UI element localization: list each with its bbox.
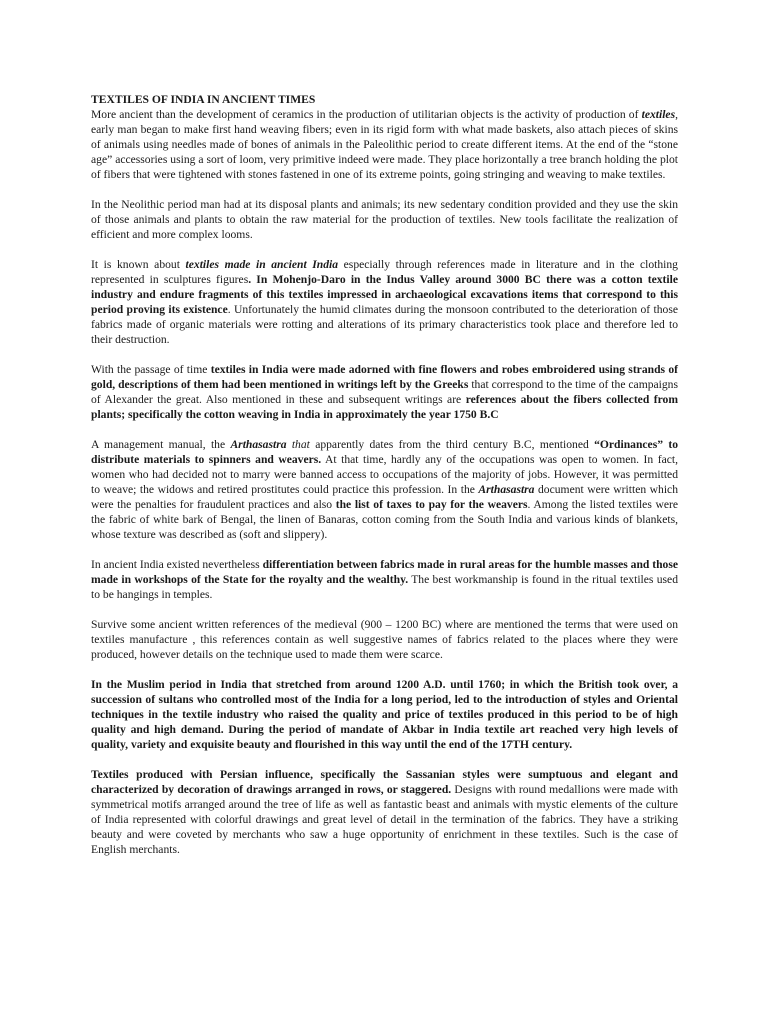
paragraph bbox=[91, 362, 678, 422]
text-run: In ancient India existed nevertheless bbox=[91, 558, 263, 571]
text-run: “Ordinances” to distribute materials to spinners and weavers. bbox=[91, 438, 678, 466]
text-run: apparently dates from the third century B.C, mentioned bbox=[309, 438, 595, 451]
text-run: , early man began to make first hand weaving fibers; even in its rigid form with what made baskets, also attach pieces of skins of animals using needles made of bones of animals in the Paleolithic period to create different items. At the end of the “stone age” accessories using a sort of loom, very primitive indeed were made. They place horizontally a tree branch holding the plot of fibers that were tightened with stones fastened in one of its extreme points, going stringing and weaving to make textiles. bbox=[91, 108, 678, 181]
text-run: that bbox=[286, 438, 310, 451]
text-run: Survive some ancient written references of the medieval (900 – 1200 BC) where are mentioned the terms that were used on textiles manufacture , this references contain as well suggestive names of fabrics related to the places where they were produced, however details on the technique used to made them were scarce. bbox=[91, 618, 678, 661]
text-run: Arthasastra bbox=[478, 483, 535, 496]
text-run: the list of taxes to pay for the weavers bbox=[335, 498, 528, 511]
text-run: Textiles produced with Persian influence, specifically the Sassanian styles were sumptuous and elegant and characterized by decoration of drawings arranged in rows, or staggered. bbox=[91, 768, 678, 796]
paragraph bbox=[91, 437, 678, 542]
text-run: It is known about bbox=[91, 258, 186, 271]
text-run: More ancient than the development of ceramics in the production of utilitarian objects is the activity of production of bbox=[91, 108, 642, 121]
text-run: Designs with round medallions were made with symmetrical motifs arranged around the tree of life as well as fantastic beast and animals with mystic elements of the culture of India represented with colorful drawings and great level of detail in the termination of the fabrics. They have a striking beauty and were coveted by merchants who saw a huge opportunity of enrichment in these textiles. Such is the case of English merchants. bbox=[91, 783, 678, 856]
text-run: . In Mohenjo-Daro in the Indus Valley around 3000 BC there was a cotton textile industry and endure fragments of this textiles impressed in archaeological excavations items that correspond to this period proving its existence bbox=[91, 273, 678, 316]
text-run: . Among the listed textiles were the fabric of white bark of Bengal, the linen of Banaras, cotton coming from the South India and various kinds of blankets, whose texture was described as (soft and slippery). bbox=[91, 498, 678, 541]
document-title: TEXTILES OF INDIA IN ANCIENT TIMES bbox=[91, 93, 316, 106]
paragraph bbox=[91, 557, 678, 602]
text-run: textiles in India were made adorned with fine flowers and robes embroidered using strands of gold, descriptions of them had been mentioned in writings left by the Greeks bbox=[91, 363, 678, 391]
paragraph-list bbox=[91, 107, 678, 857]
text-run: that correspond to the time of the campaigns of Alexander the great. Also mentioned in these and subsequent writings are bbox=[91, 378, 678, 406]
text-run: references about the fibers collected from plants; specifically the cotton weaving in India in approximately the year 1750 B.C bbox=[91, 393, 679, 421]
text-run: textiles bbox=[641, 108, 676, 121]
paragraph bbox=[91, 677, 678, 752]
text-run: especially through references made in literature and in the clothing represented in sculptures figures bbox=[91, 258, 678, 286]
paragraph bbox=[91, 107, 678, 182]
text-run: Arthasastra bbox=[230, 438, 287, 451]
text-run: The best workmanship is found in the ritual textiles used to be hangings in temples. bbox=[91, 573, 678, 601]
paragraph bbox=[91, 257, 678, 347]
text-run: differentiation between fabrics made in rural areas for the humble masses and those made in workshops of the State for the royalty and the wealthy. bbox=[91, 558, 679, 586]
text-run: A management manual, the bbox=[91, 438, 231, 451]
text-run: In the Neolithic period man had at its disposal plants and animals; its new sedentary condition provided and they use the skin of those animals and plants to obtain the raw material for the production of textiles. New tools facilitate the realization of efficient and more complex looms. bbox=[91, 198, 678, 241]
paragraph bbox=[91, 617, 678, 662]
text-run: In the Muslim period in India that stretched from around 1200 A.D. until 1760; in which the British took over, a succession of sultans who controlled most of the India for a long period, led to the introduction of styles and Oriental techniques in the textile industry who raised the quality and price of textiles produced in this period to be of high quality and high demand. During the period of mandate of Akbar in India textile art reached very high levels of quality, variety and exquisite beauty and flourished in this way until the end of the 17TH century. bbox=[91, 678, 678, 751]
text-run: textiles made in ancient India bbox=[185, 258, 339, 271]
text-run: document were written which were the penalties for fraudulent practices and also bbox=[91, 483, 678, 511]
document-body bbox=[91, 92, 678, 872]
text-run: . Unfortunately the humid climates during the monsoon contributed to the deterioration of those fabrics made of organic materials were rotting and alterations of its primary characteristics took place and therefore led to their destruction. bbox=[91, 303, 678, 346]
text-run: At that time, hardly any of the occupations was open to women. In fact, women who had decided not to marry were banned access to occupations of the majority of jobs. However, it was permitted to weave; the widows and retired prostitutes could practice this profession. In the bbox=[91, 453, 678, 496]
text-run: With the passage of time bbox=[91, 363, 211, 376]
paragraph bbox=[91, 197, 678, 242]
paragraph bbox=[91, 767, 678, 857]
